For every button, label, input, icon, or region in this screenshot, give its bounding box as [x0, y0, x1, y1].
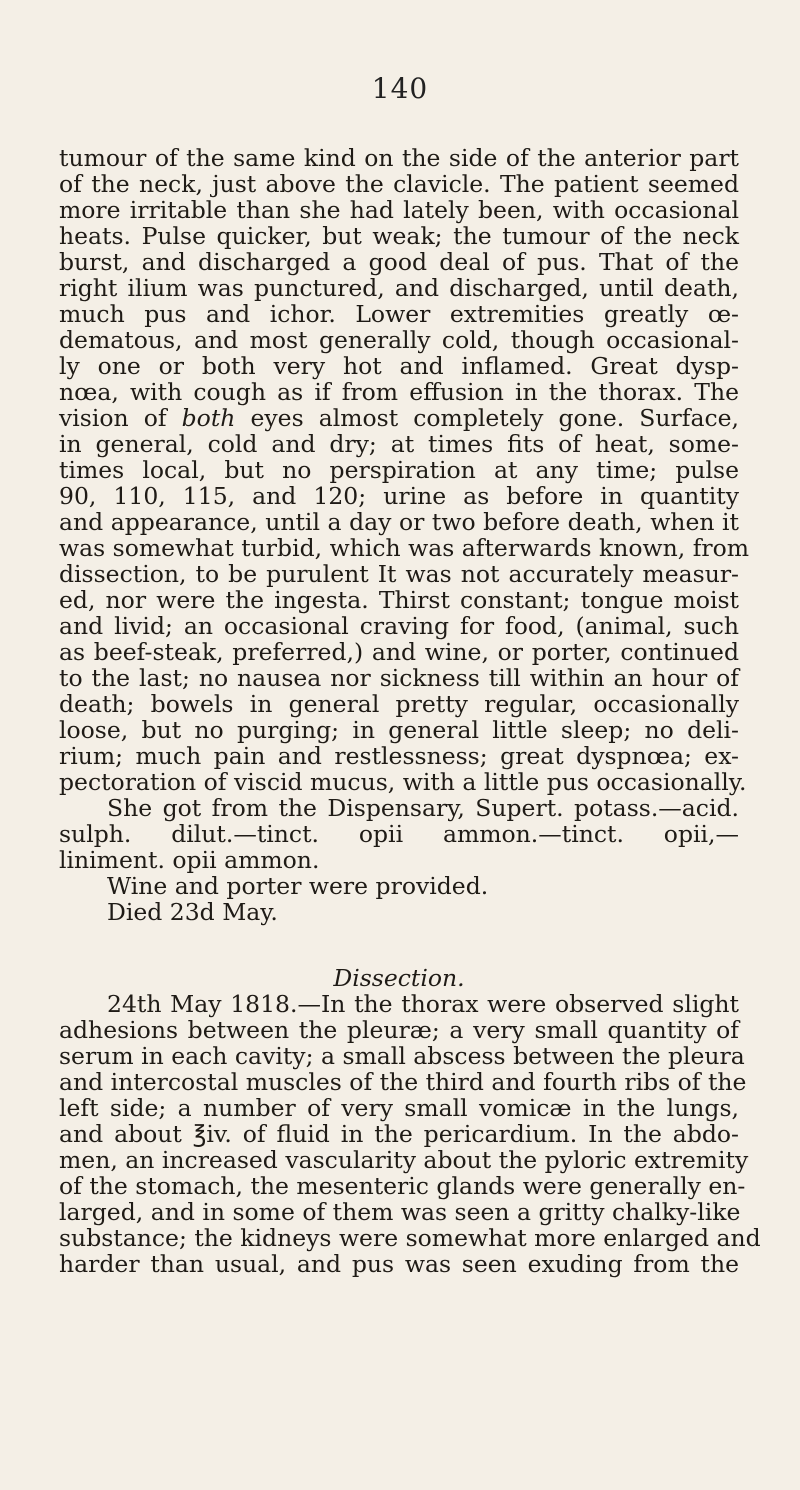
- text-line: harder than usual, and pus was seen exuding from the: [59, 1250, 739, 1278]
- text-fragment: eyes almost completely gone. Surface,: [235, 404, 739, 432]
- text-line: ed, nor were the ingesta. Thirst constant; tongue moist: [59, 586, 739, 614]
- text-line: and appearance, until a day or two before death, when it: [59, 508, 739, 536]
- text-fragment: vision of: [59, 404, 182, 432]
- text-line: sulph. dilut.—tinct. opii ammon.—tinct. opii,—: [59, 820, 739, 848]
- text-line: substance; the kidneys were somewhat more enlarged and: [59, 1224, 761, 1252]
- text-line: left side; a number of very small vomicæ in the lungs,: [59, 1094, 739, 1122]
- text-line-mixed: [59, 405, 739, 431]
- text-line: much pus and ichor. Lower extremities greatly œ-: [59, 300, 739, 328]
- text-line: pectoration of viscid mucus, with a little pus occasionally.: [59, 768, 747, 796]
- text-line: men, an increased vascularity about the pyloric extremity: [59, 1146, 749, 1174]
- text-line: larged, and in some of them was seen a gritty chalky-like: [59, 1198, 741, 1226]
- text-line: rium; much pain and restlessness; great dyspnœa; ex-: [59, 742, 739, 770]
- text-line: death; bowels in general pretty regular, occasionally: [59, 690, 739, 718]
- text-line: in general, cold and dry; at times fits of heat, some-: [59, 430, 739, 458]
- text-line: Died 23d May.: [107, 898, 278, 926]
- section-heading: Dissection.: [333, 964, 465, 992]
- text-line: right ilium was punctured, and discharged, until death,: [59, 274, 739, 302]
- text-line: Wine and porter were provided.: [107, 872, 489, 900]
- text-line: 24th May 1818.—In the thorax were observed slight: [107, 990, 739, 1018]
- text-line: loose, but no purging; in general little sleep; no deli-: [59, 716, 739, 744]
- text-line: of the stomach, the mesenteric glands were generally en-: [59, 1172, 746, 1200]
- text-line: dematous, and most generally cold, though occasional-: [59, 326, 739, 354]
- text-line: 90, 110, 115, and 120; urine as before in quantity: [59, 482, 739, 510]
- text-line: and intercostal muscles of the third and fourth ribs of the: [59, 1068, 747, 1096]
- text-line: liniment. opii ammon.: [59, 846, 320, 874]
- text-line: adhesions between the pleuræ; a very small quantity of: [59, 1016, 739, 1044]
- text-line: was somewhat turbid, which was afterwards known, from: [59, 534, 750, 562]
- text-line: burst, and discharged a good deal of pus. That of the: [59, 248, 739, 276]
- body-text: [59, 144, 761, 1278]
- text-line: dissection, to be purulent It was not accurately measur-: [59, 560, 739, 588]
- text-line: and livid; an occasional craving for food, (animal, such: [59, 612, 739, 640]
- page-number: 140: [371, 72, 429, 105]
- text-line: as beef-steak, preferred,) and wine, or porter, continued: [59, 638, 739, 666]
- text-line: and about ℥iv. of fluid in the pericardium. In the abdo-: [59, 1120, 739, 1148]
- italic-word: both: [181, 404, 236, 432]
- text-line: more irritable than she had lately been, with occasional: [59, 196, 739, 224]
- text-line: to the last; no nausea nor sickness till within an hour of: [59, 664, 739, 692]
- text-line: serum in each cavity; a small abscess between the pleura: [59, 1042, 745, 1070]
- text-line: ly one or both very hot and inflamed. Great dysp-: [59, 352, 739, 380]
- text-line: of the neck, just above the clavicle. The patient seemed: [59, 170, 739, 198]
- text-line: heats. Pulse quicker, but weak; the tumour of the neck: [59, 222, 739, 250]
- text-line: nœa, with cough as if from effusion in the thorax. The: [59, 378, 739, 406]
- text-line: tumour of the same kind on the side of the anterior part: [59, 144, 739, 172]
- text-line: times local, but no perspiration at any time; pulse: [59, 456, 739, 484]
- text-line: She got from the Dispensary, Supert. potass.—acid.: [107, 794, 739, 822]
